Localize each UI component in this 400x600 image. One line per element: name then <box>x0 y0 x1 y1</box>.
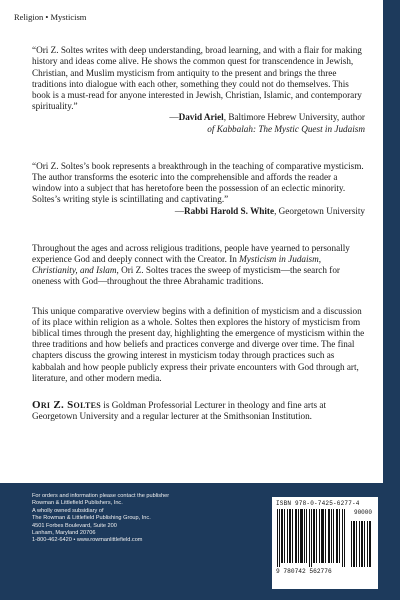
description-1-rest: , Ori Z. Soltes traces the sweep of mysticism—the search for oneness with God—throughout the three Abrahamic traditions. <box>32 265 340 287</box>
publisher-line-2: Rowman & Littlefield Publishers, Inc. <box>32 500 123 507</box>
publisher-line-5: 4501 Forbes Boulevard, Suite 200 <box>32 522 117 529</box>
publisher-line-4: The Rowman & Littlefield Publishing Group, Inc. <box>32 515 151 522</box>
endorsement-quote-2: “Ori Z. Soltes’s book represents a breakthrough in the teaching of comparative mysticism. The author transforms the esoteric into the comprehensible and affords the reader a window into a subject that has heretofore been the possession of an eclectic minority. Soltes’s writing style is scintillating and captivating.” <box>32 160 364 205</box>
endorsement-1-work: of Kabbalah: The Mystic Quest in Judaism <box>207 123 365 134</box>
publisher-line-7: 1-800-462-6420 • www.rowmanlittlefield.com <box>32 537 143 544</box>
endorsement-2-dash: — <box>174 205 185 216</box>
price-code: 90000 <box>353 509 372 516</box>
category-label: Religion • Mysticism <box>14 12 87 22</box>
author-bio <box>32 400 365 422</box>
ean-barcode <box>276 509 348 567</box>
author-bio-text: is Goldman Professorial Lecturer in theology and fine arts at Georgetown University and a regular lecturer at the Smithsonian Institution. <box>32 400 327 422</box>
publisher-line-6: Lanham, Maryland 20706 <box>32 530 96 537</box>
description-paragraph-1 <box>32 243 365 288</box>
endorsement-1-affiliation: , Baltimore Hebrew University, author <box>223 112 365 123</box>
book-title: Mysticism in Judaism, Christianity, and Islam <box>32 254 322 276</box>
barcode-number: 9 780742 562776 <box>276 568 332 575</box>
endorsement-2-name: Rabbi Harold S. White <box>184 205 275 216</box>
endorsement-2-affiliation: , Georgetown University <box>274 205 365 216</box>
description-1-intro: Throughout the ages and across religious traditions, people have yearned to personally experience God and deeply connect with the Creator. In <box>32 242 350 265</box>
author-name: Ori Z. Soltes <box>32 399 101 412</box>
publisher-info <box>32 493 169 545</box>
publisher-line-3: A wholly owned subsidiary of <box>32 507 104 514</box>
description-paragraph-2: This unique comparative overview begins with a definition of mysticism and a discussion of its place within religion as a whole. Soltes then explores the history of mysticism from biblical times through the present day, highlighting the emergence of mysticism within the three traditions and how beliefs and practices converge and diverge over time. The final chapters discuss the growing interest in mysticism today through practices such as kabbalah and how people publicly express their private encounters with God through art, literature, and other modern media. <box>32 305 365 383</box>
price-barcode <box>351 521 373 567</box>
isbn-label: ISBN 978-0-7425-6277-4 <box>276 500 360 507</box>
endorsement-1-name: David Ariel <box>178 112 224 123</box>
endorsement-2-attribution <box>32 206 365 217</box>
endorsement-1-attribution <box>32 112 365 123</box>
endorsement-1-dash: — <box>169 112 179 123</box>
publisher-line-1: For orders and information please contact the publisher <box>32 493 170 499</box>
barcode-block <box>272 497 378 589</box>
endorsement-quote-1: “Ori Z. Soltes writes with deep understanding, broad learning, and with a flair for making history and ideas come alive. He shows the common quest for transcendence in Jewish, Christian, and Muslim mysticism from antiquity to the present and brings the three traditions into dialogue with each other, something they could not do themselves. This book is a must-read for anyone interested in Jewish, Christian, Islamic, and contemporary spirituality.” <box>32 45 362 112</box>
